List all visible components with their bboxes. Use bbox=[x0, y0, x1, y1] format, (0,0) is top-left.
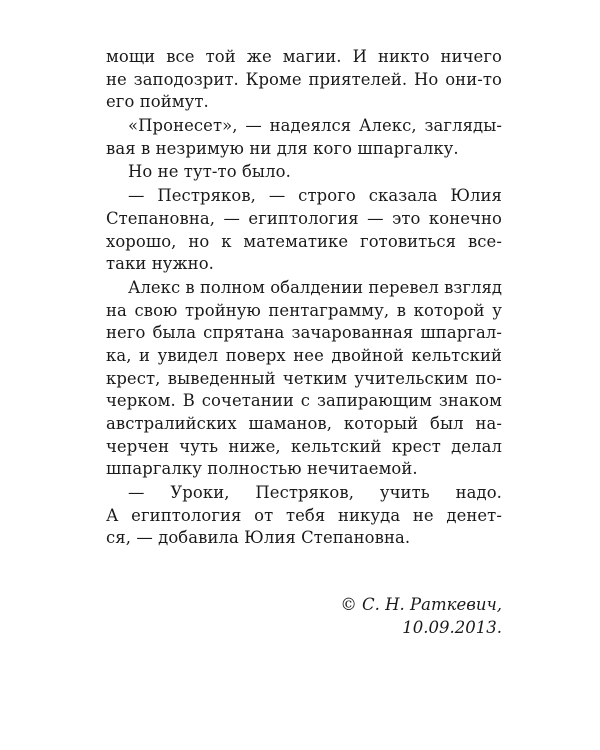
text-line: мощи все той же магии. И никто ничего bbox=[106, 47, 502, 66]
text-line: его поймут. bbox=[106, 92, 209, 112]
text-line: австралийских шаманов, который был на- bbox=[106, 414, 502, 433]
paragraph-4 bbox=[106, 185, 502, 276]
text-line: вая в незримую ни для кого шпаргалку. bbox=[106, 138, 459, 158]
paragraph-1 bbox=[106, 46, 502, 114]
text-line: таки нужно. bbox=[106, 254, 214, 274]
text-line: — Пестряков, — строго сказала Юлия bbox=[128, 186, 502, 206]
paragraph-5 bbox=[106, 277, 502, 481]
text-line: черчен чуть ниже, кельтский крест делал bbox=[106, 436, 502, 456]
text-line: шпаргалку полностью нечитаемой. bbox=[106, 459, 418, 479]
text-line: него была спрятана зачарованная шпаргал- bbox=[106, 323, 502, 343]
text-line: Алекс в полном обалдении перевел взгляд bbox=[128, 277, 502, 297]
text-line: ся, — добавила Юлия Степановна. bbox=[106, 528, 411, 548]
text-line: Но не тут-то было. bbox=[128, 162, 291, 182]
paragraph-6 bbox=[106, 482, 502, 550]
text-line: — Уроки, Пестряков, учить надо. bbox=[128, 483, 502, 503]
text-line: не заподозрит. Кроме приятелей. Но они-то bbox=[106, 69, 502, 89]
text-line: черком. В сочетании с запирающим знаком bbox=[106, 391, 502, 411]
signature-author: © С. Н. Раткевич, bbox=[340, 595, 502, 614]
text-line: А египтология от тебя никуда не денет- bbox=[106, 505, 502, 525]
book-page bbox=[106, 46, 502, 550]
signature-block bbox=[340, 593, 502, 639]
signature-date: 10.09.2013. bbox=[402, 618, 502, 637]
text-line: крест, выведенный четким учительским по- bbox=[106, 368, 502, 388]
text-line: Степановна, — египтология — это конечно bbox=[106, 208, 502, 228]
paragraph-2 bbox=[106, 115, 502, 160]
text-line: хорошо, но к математике готовиться все- bbox=[106, 231, 502, 251]
text-line: ка, и увидел поверх нее двойной кельтский bbox=[106, 345, 502, 365]
paragraph-3 bbox=[106, 161, 502, 184]
text-line: на свою тройную пентаграмму, в которой у bbox=[106, 300, 502, 320]
text-line: «Пронесет», — надеялся Алекс, загляды- bbox=[128, 116, 502, 136]
